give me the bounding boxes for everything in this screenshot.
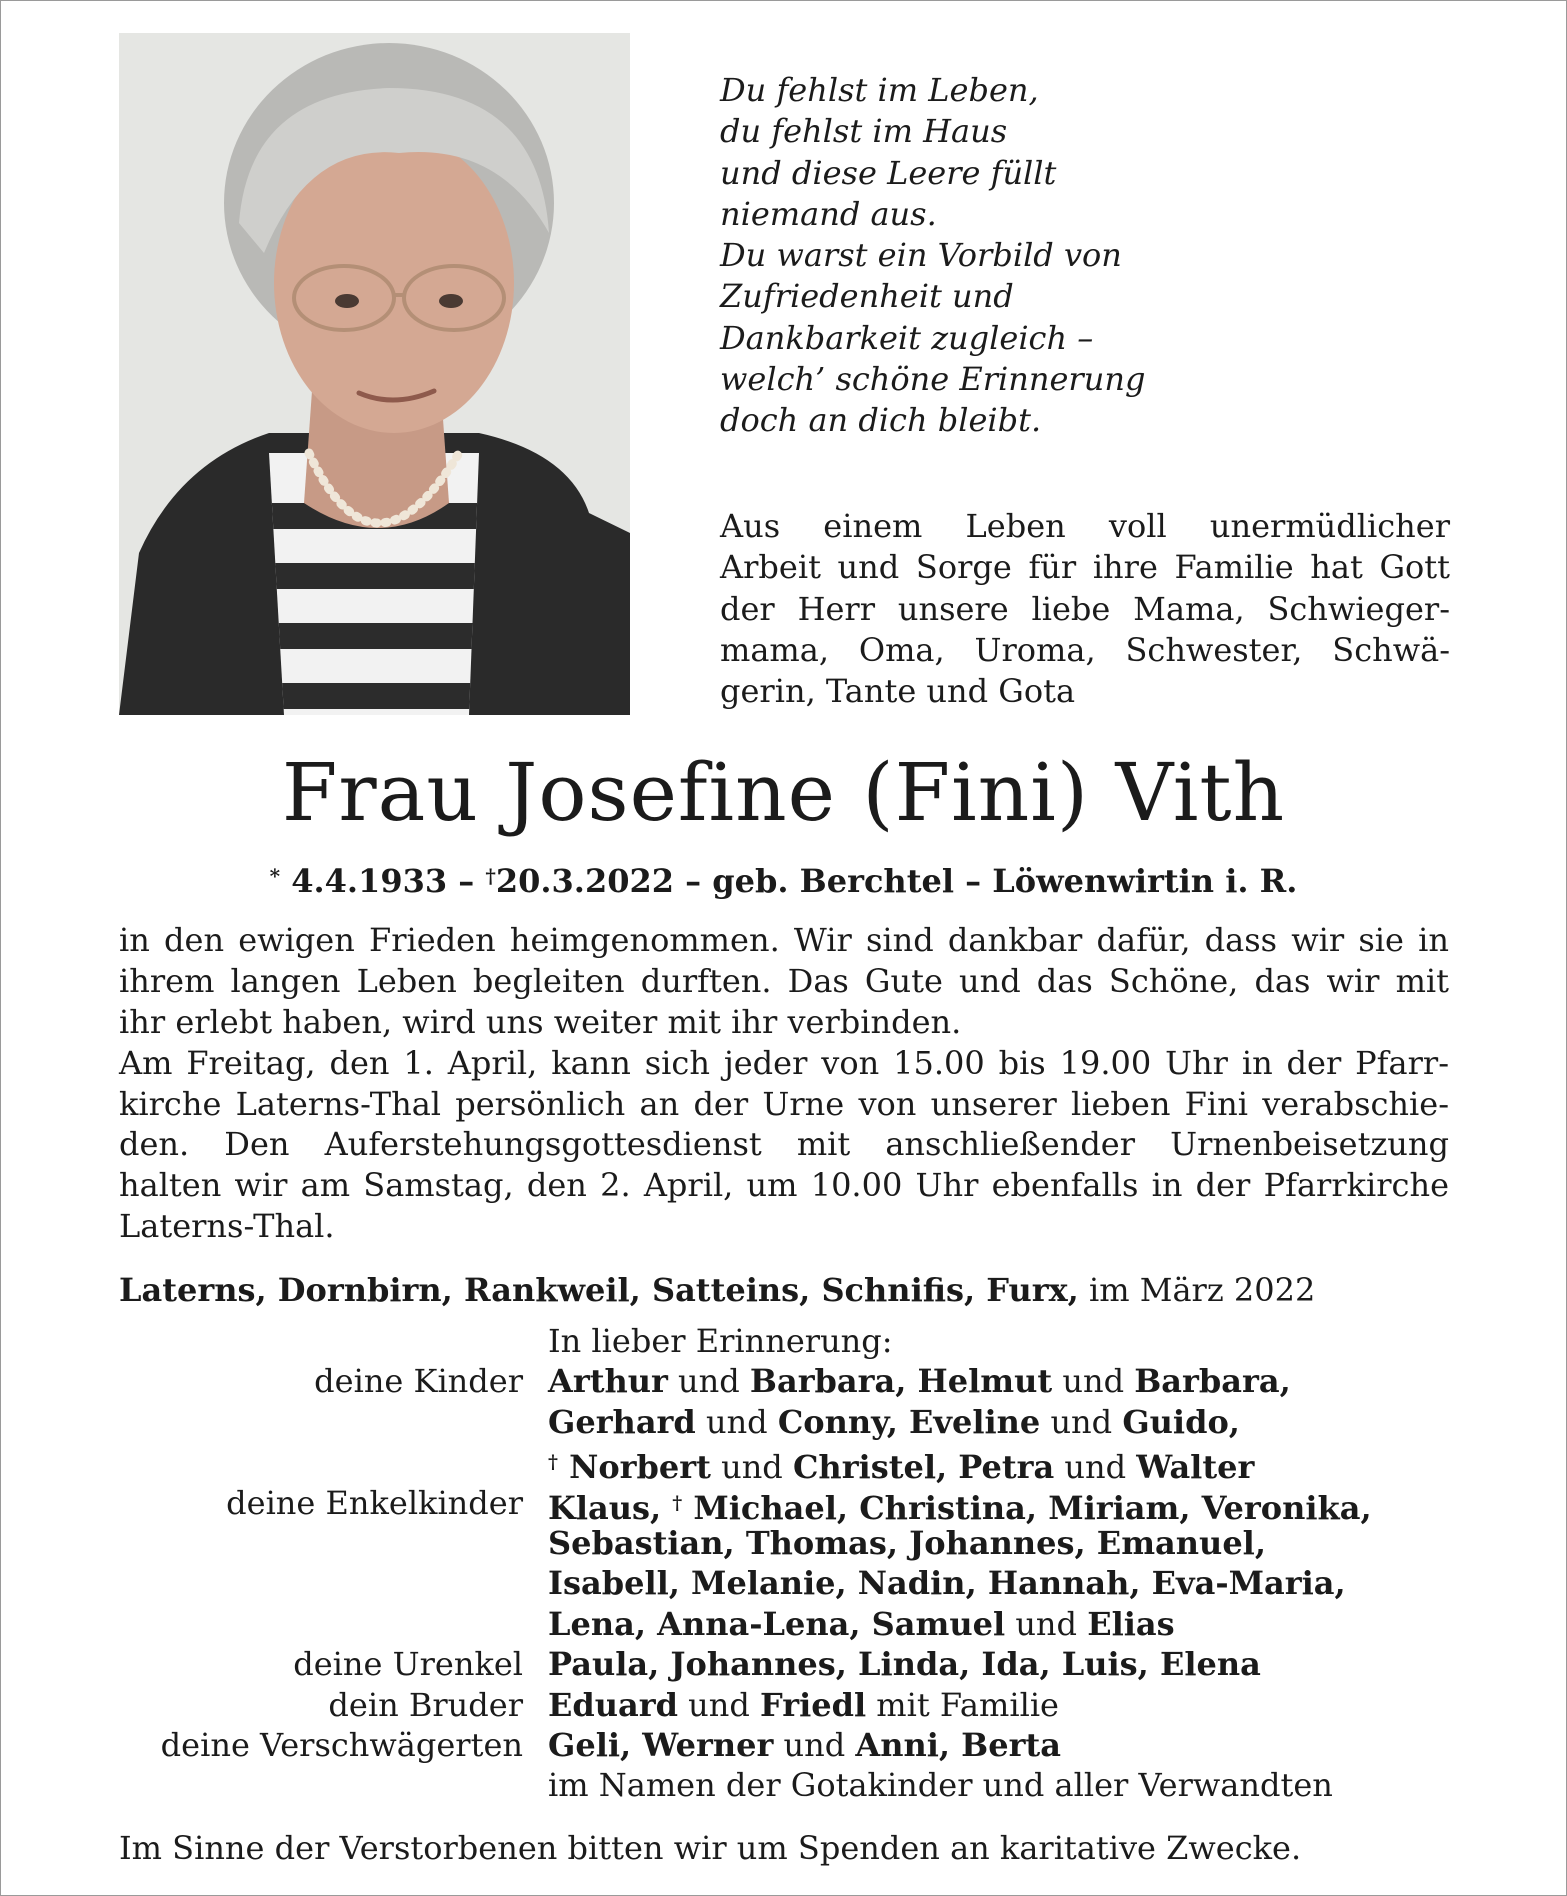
mourner-group-label: deine Urenkel <box>293 1645 523 1684</box>
intro-line: Aus einem Leben voll unermüdlicher <box>720 507 1450 545</box>
mourner-names <box>548 1361 1291 1401</box>
body-line: Laterns-Thal. <box>119 1207 335 1246</box>
mourners-header-row <box>0 1321 1567 1361</box>
mourner-name-segment: Gerhard <box>548 1402 696 1441</box>
death-date: 20.3.2022 <box>495 862 674 900</box>
poem-line: Dankbarkeit zugleich – <box>720 318 1094 357</box>
mourner-name-segment: Elias <box>1087 1604 1175 1643</box>
mourners-list <box>0 1321 1567 1806</box>
mourner-groups <box>0 1361 1567 1765</box>
cross-symbol: † <box>672 1491 683 1514</box>
poem-line: niemand aus. <box>720 194 937 233</box>
mourner-row <box>0 1725 1567 1765</box>
mourner-name-segment: Klaus, <box>548 1488 673 1527</box>
poem-line: welch’ schöne Erinnerung <box>720 360 1146 399</box>
mourner-names <box>548 1483 1372 1528</box>
poem-line: und diese Leere füllt <box>720 153 1057 192</box>
mourner-name-segment: Walter <box>1136 1448 1255 1487</box>
mourner-group-label: deine Enkelkinder <box>226 1483 523 1522</box>
mourner-name-segment: und <box>710 1448 793 1487</box>
poem <box>720 70 1420 442</box>
intro-line: gerin, Tante und Gota <box>720 672 1076 711</box>
separator: – <box>965 862 982 900</box>
maiden-name: geb. Berchtel <box>712 862 954 900</box>
mourner-name-segment: Barbara, <box>1134 1362 1291 1401</box>
mourner-row <box>0 1361 1567 1401</box>
body-paragraph <box>119 920 1449 1247</box>
birth-date: 4.4.1933 <box>291 862 448 900</box>
mourner-name-segment: Guido, <box>1122 1402 1240 1441</box>
mourner-row <box>0 1604 1567 1644</box>
mourner-name-segment: und <box>1052 1362 1135 1401</box>
mourners-header: In lieber Erinnerung: <box>548 1322 893 1360</box>
mourner-name-segment: Conny, Eveline <box>777 1402 1041 1441</box>
life-dates <box>0 856 1567 901</box>
poem-line: Zufriedenheit und <box>720 277 1014 316</box>
mourner-name-segment: Christel, Petra <box>792 1448 1055 1487</box>
mourner-name-segment: und <box>1040 1402 1123 1441</box>
mourner-name-segment: Eduard <box>548 1685 678 1724</box>
cross-symbol: † <box>548 1451 558 1474</box>
mourner-row <box>0 1402 1567 1442</box>
portrait-photo <box>119 33 630 715</box>
poem-line: Du fehlst im Leben, <box>720 71 1039 109</box>
mourner-name-segment: mit Familie <box>866 1685 1059 1724</box>
mourner-name-segment: Isabell, Melanie, Nadin, Hannah, Eva-Maria, <box>548 1564 1346 1603</box>
mourner-name-segment: Michael, Christina, Miriam, Veronika, <box>682 1488 1372 1527</box>
places-towns: Laterns, Dornbirn, Rankweil, Satteins, Schnifis, Furx, <box>119 1271 1079 1309</box>
intro-line: mama, Oma, Uroma, Schwester, Schwä- <box>720 630 1450 669</box>
death-symbol: † <box>485 864 496 888</box>
intro-line: Arbeit und Sorge für ihre Familie hat Gott <box>720 548 1450 587</box>
mourner-names <box>548 1523 1266 1563</box>
places-month: im März 2022 <box>1088 1271 1316 1309</box>
poem-line: du fehlst im Haus <box>720 112 1008 151</box>
mourner-name-segment: Lena, Anna-Lena, Samuel <box>548 1604 1006 1643</box>
body-line: kirche Laterns-Thal persönlich an der Urne von unserer lieben Fini verabschie- <box>119 1084 1449 1123</box>
mourner-name-segment: und <box>667 1362 750 1401</box>
mourner-name-segment: Sebastian, Thomas, Johannes, Emanuel, <box>548 1523 1266 1562</box>
mourner-name-segment: Friedl <box>760 1685 867 1724</box>
mourner-name-segment: Anni, Berta <box>855 1725 1061 1764</box>
mourner-names <box>548 1563 1346 1603</box>
mourner-name-segment: Barbara, Helmut <box>749 1362 1053 1401</box>
birth-symbol: * <box>269 864 281 888</box>
occupation: Löwenwirtin i. R. <box>992 862 1298 900</box>
body-line: in den ewigen Frieden heimgenommen. Wir sind dankbar dafür, dass wir sie in <box>119 921 1449 959</box>
mourner-row <box>0 1483 1567 1527</box>
intro-paragraph <box>720 506 1450 712</box>
mourner-row <box>0 1563 1567 1603</box>
body-line: den. Den Auferstehungsgottesdienst mit anschließender Urnenbeisetzung <box>119 1125 1449 1164</box>
mourner-row <box>0 1644 1567 1684</box>
mourner-names <box>548 1604 1175 1644</box>
portrait-photo-icon <box>119 33 630 715</box>
poem-line: Du warst ein Vorbild von <box>720 236 1122 275</box>
mourner-name-segment: Geli, Werner <box>548 1725 774 1764</box>
mourner-name-segment: und <box>695 1402 778 1441</box>
body-line: Am Freitag, den 1. April, kann sich jeder von 15.00 bis 19.00 Uhr in der Pfarr- <box>119 1043 1449 1082</box>
mourner-names <box>548 1685 1059 1725</box>
mourner-group-label: dein Bruder <box>328 1685 523 1724</box>
closing-note: Im Sinne der Verstorbenen bitten wir um Spenden an karitative Zwecke. <box>119 1829 1302 1867</box>
intro-line: der Herr unsere liebe Mama, Schwieger- <box>720 589 1450 628</box>
body-line: ihrem langen Leben begleiten durften. Das Gute und das Schöne, das wir mit <box>119 961 1449 1000</box>
mourner-names <box>548 1442 1254 1487</box>
mourner-group-label: deine Kinder <box>314 1362 523 1401</box>
mourner-name-segment: und <box>773 1725 856 1764</box>
mourner-name-segment: Arthur <box>548 1362 668 1401</box>
mourner-group-label: deine Verschwägerten <box>160 1725 523 1764</box>
mourner-name-segment: und <box>1054 1448 1137 1487</box>
body-line: ihr erlebt haben, wird uns weiter mit ihr verbinden. <box>119 1002 962 1041</box>
places-date <box>119 1270 1315 1310</box>
body-line: halten wir am Samstag, den 2. April, um 10.00 Uhr ebenfalls in der Pfarrkirche <box>119 1166 1449 1205</box>
deceased-name: Frau Josefine (Fini) Vith <box>281 746 1286 839</box>
mourner-names <box>548 1644 1261 1684</box>
mourner-row <box>0 1442 1567 1487</box>
mourners-footer: im Namen der Gotakinder und aller Verwandten <box>548 1766 1333 1805</box>
mourner-name-segment: Norbert <box>557 1448 711 1487</box>
separator: – <box>685 862 702 900</box>
mourner-name-segment: und <box>1005 1604 1088 1643</box>
mourner-row <box>0 1685 1567 1725</box>
mourner-name-segment: und <box>678 1685 761 1724</box>
mourner-names <box>548 1402 1240 1442</box>
mourner-names <box>548 1725 1061 1765</box>
separator: – <box>458 862 475 900</box>
poem-line: doch an dich bleibt. <box>720 401 1042 440</box>
mourner-row <box>0 1523 1567 1563</box>
mourner-name-segment: Paula, Johannes, Linda, Ida, Luis, Elena <box>548 1645 1261 1684</box>
mourners-footer-row <box>0 1765 1567 1805</box>
